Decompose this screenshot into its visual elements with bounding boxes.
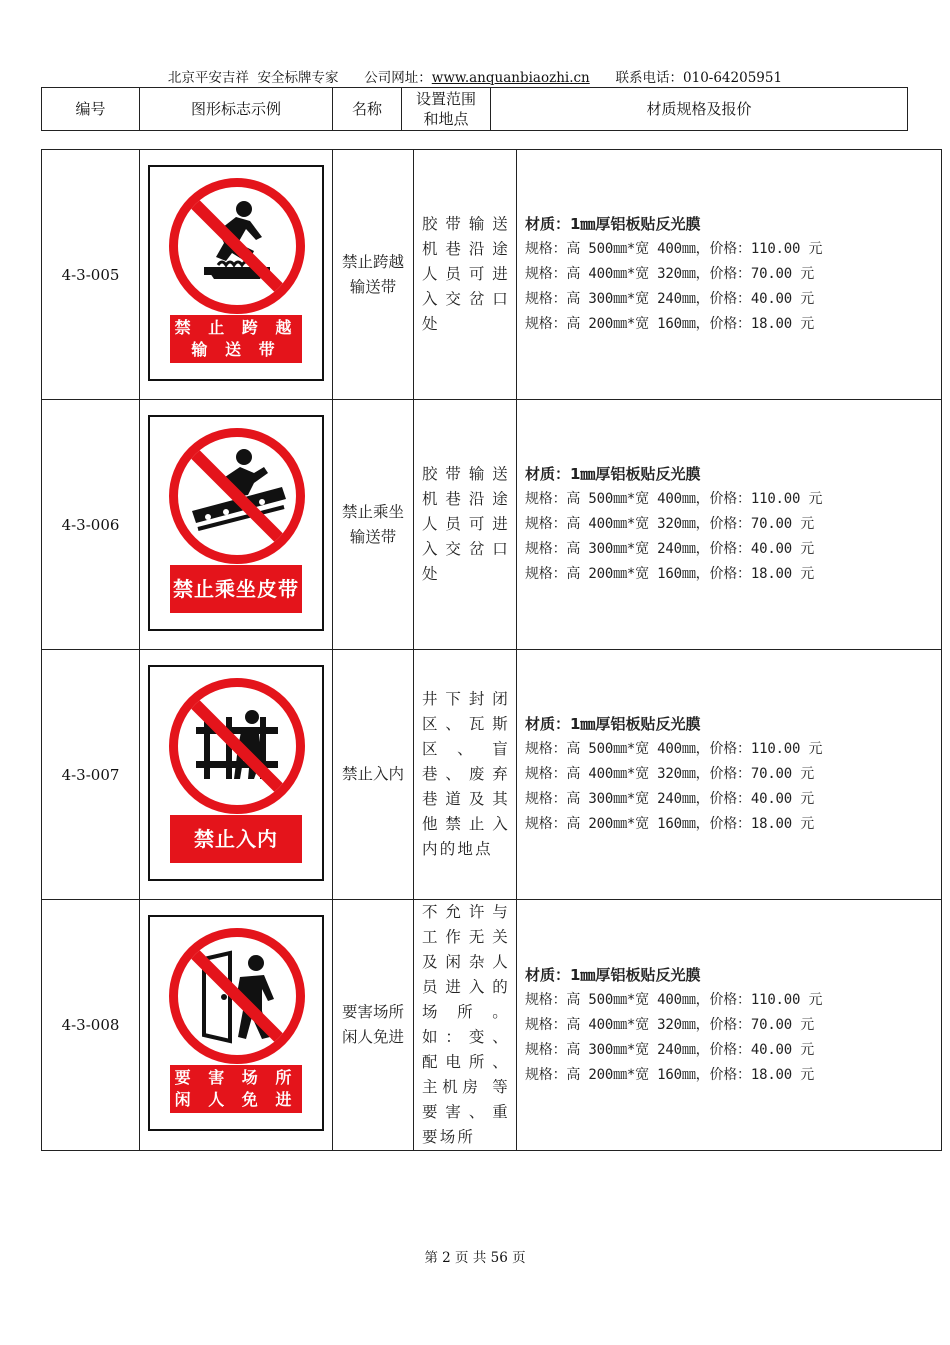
sign-label: 禁止乘坐皮带 [170, 565, 302, 613]
sign-image [148, 665, 324, 881]
spec-line: 规格：高 200㎜*宽 160㎜，价格：18.00 元 [525, 316, 815, 332]
sign-label: 禁 止 跨 越 输 送 带 [170, 315, 302, 363]
column-header-specs: 材质规格及报价 [491, 88, 908, 131]
sign-specs [517, 900, 942, 1151]
sign-example-cell [140, 650, 333, 900]
sign-code: 4-3-008 [42, 900, 140, 1151]
table-row [42, 650, 942, 900]
prohibition-circle-icon [169, 678, 305, 814]
phone-number: 联系电话：010-64205951 [615, 70, 783, 86]
sign-code: 4-3-005 [42, 150, 140, 400]
sign-image [148, 415, 324, 631]
sign-image [148, 915, 324, 1131]
material-text: 材质：1㎜厚铝板贴反光膜 [525, 715, 701, 733]
sign-location: 胶带输送机巷沿途人员可进入交岔口处 [414, 150, 517, 400]
spec-line: 规格：高 500㎜*宽 400㎜，价格：110.00 元 [525, 741, 823, 757]
sign-location: 不允许与工作无关及闲杂人员进入的场所。如：变、配电所、主机房 等 要害、重要场所 [414, 900, 517, 1151]
sign-code: 4-3-007 [42, 650, 140, 900]
prohibition-circle-icon [169, 428, 305, 564]
spec-line: 规格：高 300㎜*宽 240㎜，价格：40.00 元 [525, 541, 815, 557]
table-row [42, 400, 942, 650]
spec-line: 规格：高 200㎜*宽 160㎜，价格：18.00 元 [525, 1066, 815, 1083]
page-footer: 第 2 页 共 56 页 [424, 1250, 526, 1266]
sign-location: 井下封闭区、瓦斯区、盲巷、废弃巷道及其他禁止入内的地点 [414, 650, 517, 900]
sign-code: 4-3-006 [42, 400, 140, 650]
spec-line: 规格：高 400㎜*宽 320㎜，价格：70.00 元 [525, 516, 815, 532]
spec-line: 规格：高 300㎜*宽 240㎜，价格：40.00 元 [525, 291, 815, 307]
prohibition-circle-icon [169, 928, 305, 1064]
sign-label: 要 害 场 所 闲 人 免 进 [170, 1065, 302, 1113]
material-text: 材质：1㎜厚铝板贴反光膜 [525, 215, 701, 233]
sign-table [41, 149, 942, 1151]
sign-name: 禁止跨越输送带 [333, 150, 414, 400]
spec-line: 规格：高 500㎜*宽 400㎜，价格：110.00 元 [525, 491, 823, 507]
sign-specs [517, 650, 942, 900]
sign-example-cell [140, 150, 333, 400]
sign-image [148, 165, 324, 381]
spec-line: 规格：高 200㎜*宽 160㎜，价格：18.00 元 [525, 566, 815, 582]
spec-line: 规格：高 200㎜*宽 160㎜，价格：18.00 元 [525, 816, 815, 832]
website-link[interactable]: www.anquanbiaozhi.cn [431, 70, 590, 86]
sign-location: 胶带输送机巷沿途人员可进入交岔口处 [414, 400, 517, 650]
sign-specs [517, 150, 942, 400]
column-header-sign: 图形标志示例 [140, 88, 333, 131]
column-header-code: 编号 [42, 88, 140, 131]
spec-line: 规格：高 500㎜*宽 400㎜，价格：110.00 元 [525, 991, 823, 1008]
prohibition-circle-icon [169, 178, 305, 314]
company-tagline: 北京平安吉祥 安全标牌专家 [167, 70, 339, 86]
table-row [42, 150, 942, 400]
sign-example-cell [140, 900, 333, 1151]
table-row [42, 900, 942, 1151]
spec-line: 规格：高 400㎜*宽 320㎜，价格：70.00 元 [525, 266, 815, 282]
table-header [41, 87, 908, 131]
spec-line: 规格：高 500㎜*宽 400㎜，价格：110.00 元 [525, 241, 823, 257]
sign-name: 禁止入内 [333, 650, 414, 900]
spec-line: 规格：高 300㎜*宽 240㎜，价格：40.00 元 [525, 1041, 815, 1058]
sign-label: 禁止入内 [170, 815, 302, 863]
website-label: 公司网址： [364, 70, 432, 86]
column-header-location: 设置范围 和地点 [402, 88, 491, 131]
spec-line: 规格：高 400㎜*宽 320㎜，价格：70.00 元 [525, 1016, 815, 1033]
sign-name: 要害场所闲人免进 [333, 900, 414, 1151]
spec-line: 规格：高 400㎜*宽 320㎜，价格：70.00 元 [525, 766, 815, 782]
spec-line: 规格：高 300㎜*宽 240㎜，价格：40.00 元 [525, 791, 815, 807]
sign-specs [517, 400, 942, 650]
sign-example-cell [140, 400, 333, 650]
column-header-name: 名称 [333, 88, 402, 131]
page-header [0, 66, 950, 86]
material-text: 材质：1㎜厚铝板贴反光膜 [525, 465, 701, 483]
material-text: 材质：1㎜厚铝板贴反光膜 [525, 965, 701, 984]
sign-name: 禁止乘坐输送带 [333, 400, 414, 650]
